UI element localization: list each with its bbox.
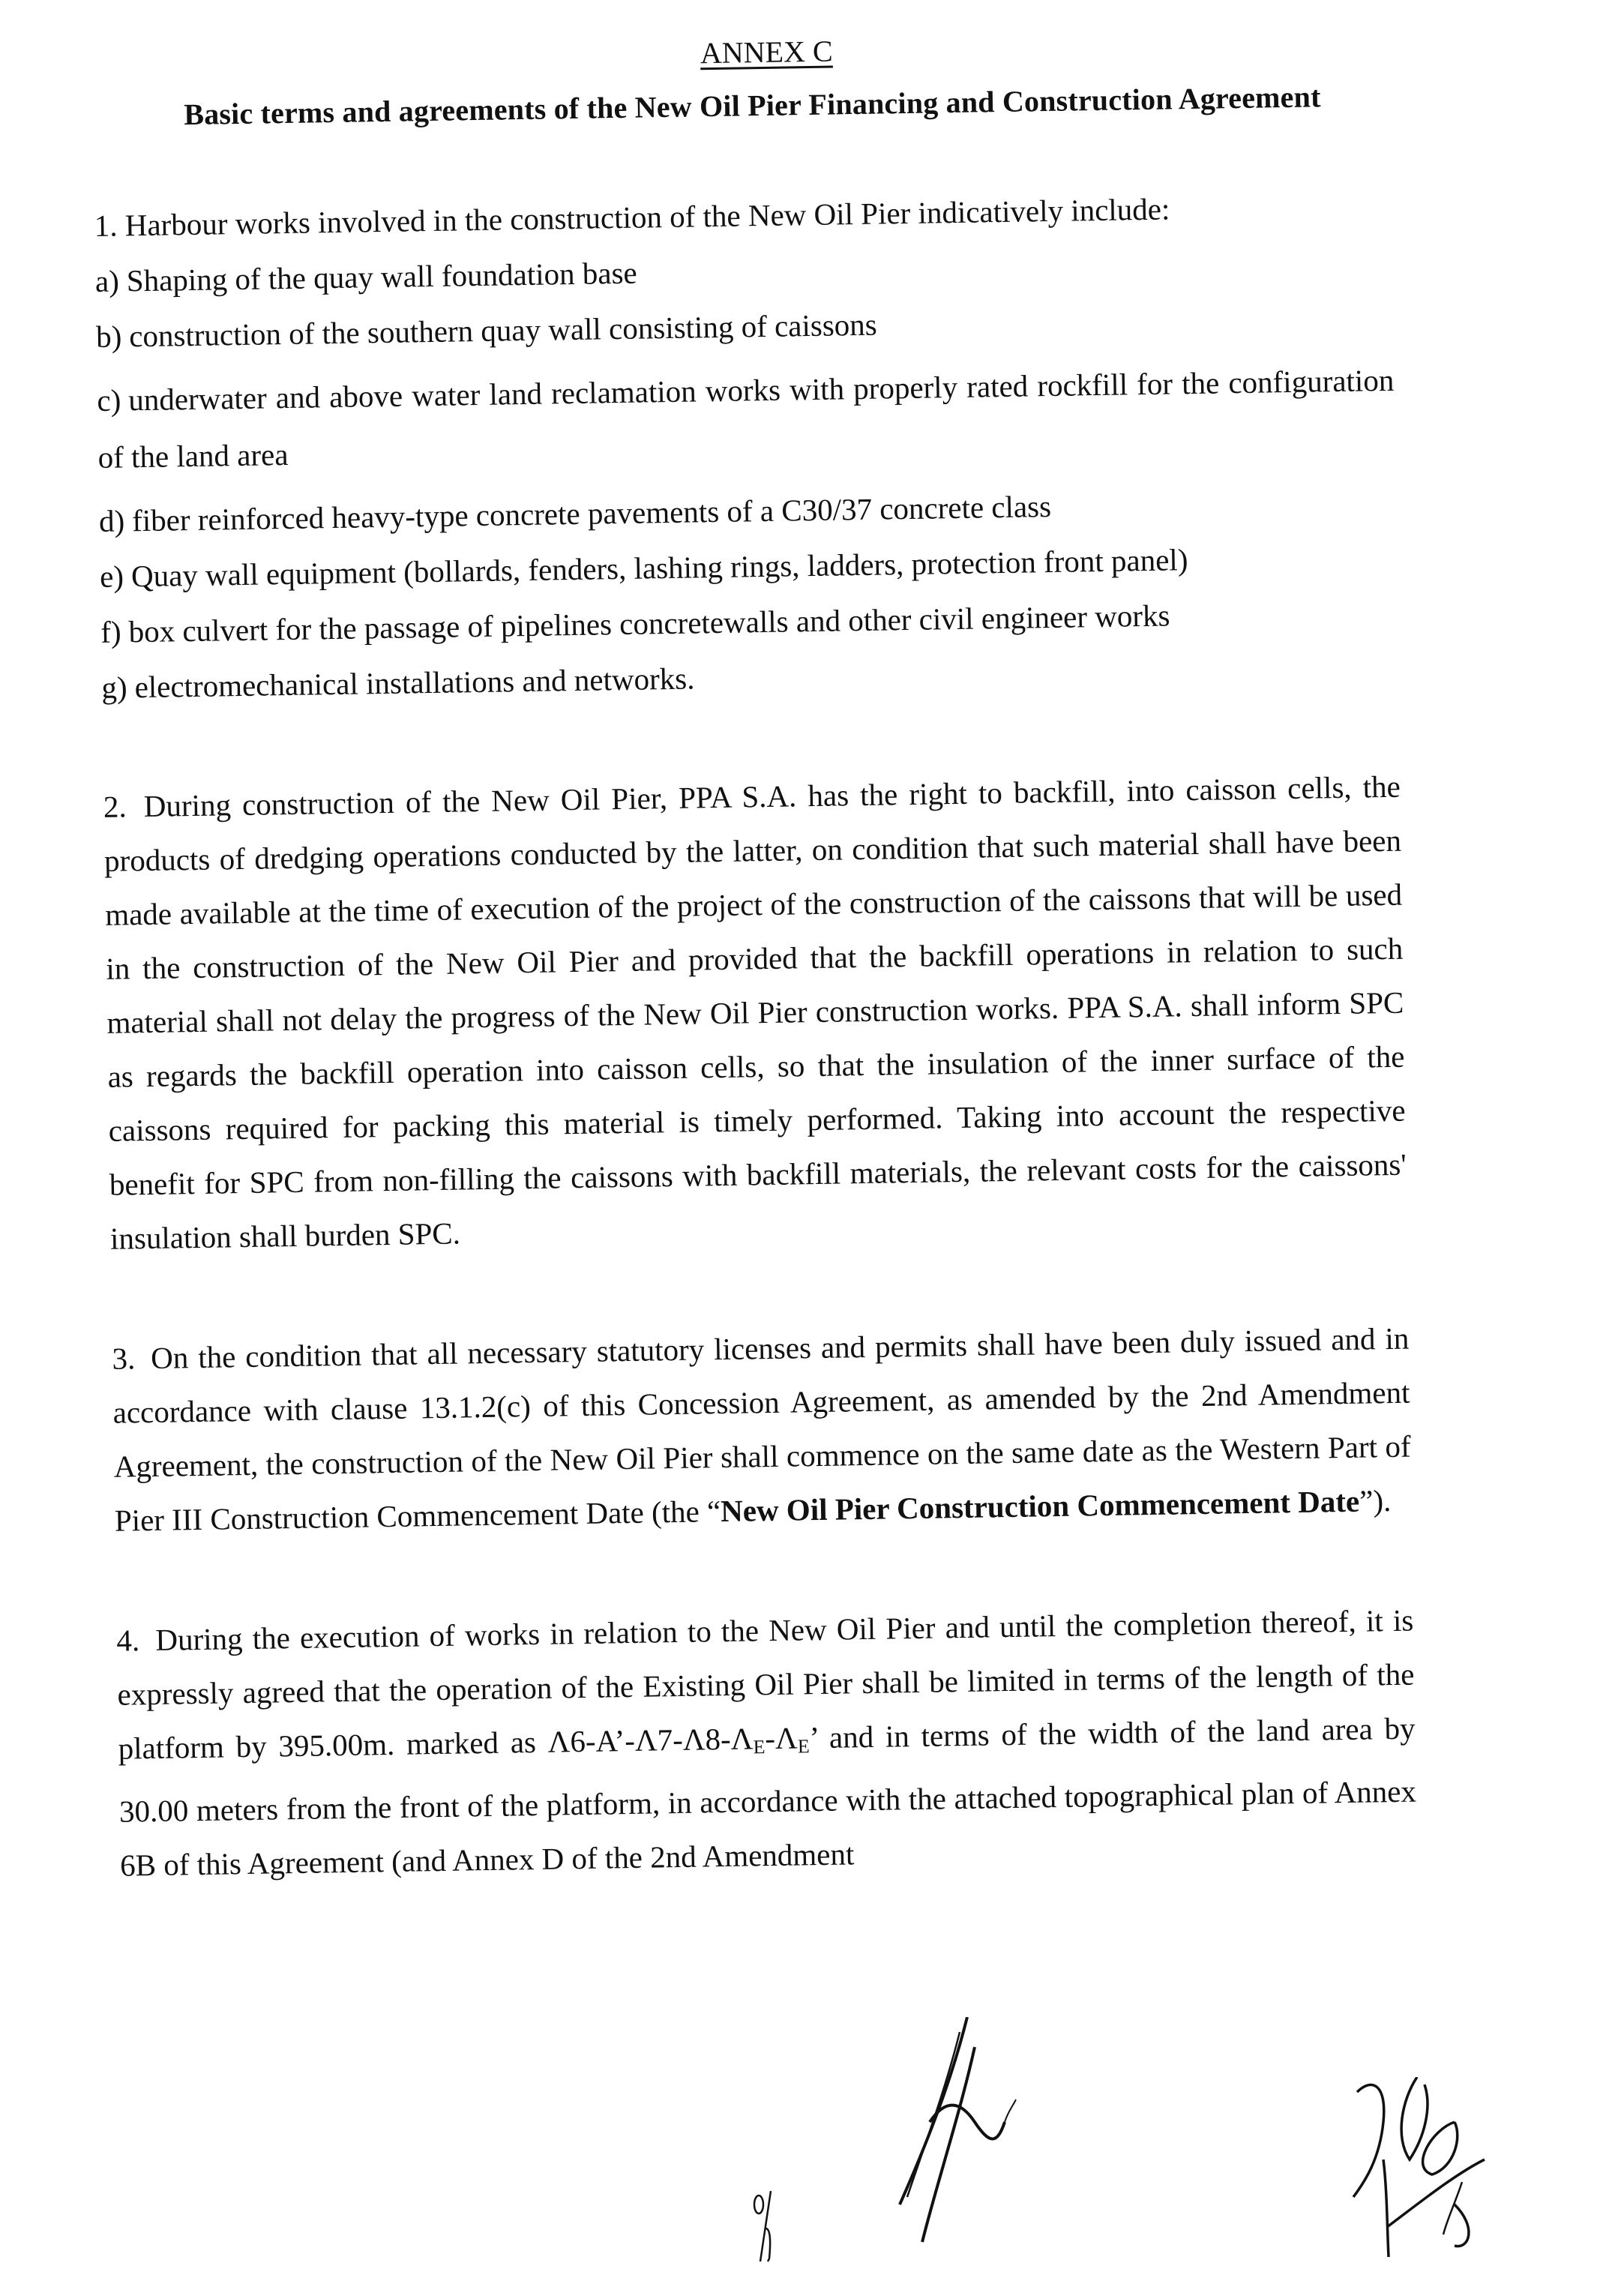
list-item-text: Shaping of the quay wall foundation base [126, 255, 637, 298]
harbour-works-list [95, 241, 1399, 708]
subscript: E [797, 1735, 810, 1758]
section-3-text: On the condition that all necessary statutory licenses and permits shall have been duly issued and in accordance with clause 13.1.2(c) of this Concession Agreement, as amended by the 2nd Amendment Agreement, the construction of the New Oil Pier shall commence on the same date as the Western Part of Pier III Construction Commencement Date (the “ [112, 1320, 1411, 1538]
list-item [97, 352, 1395, 486]
list-item [100, 592, 1398, 652]
list-marker: g) [101, 670, 127, 705]
section-2-number: 2. [103, 789, 127, 824]
section-4-text-cont: ’ and in terms of the width of the land area by 30.00 meters from the front of the platform, in accordance with the attached topographical plan of Annex 6B of this Agreement (and Annex D of the 2nd Amendment [118, 1710, 1417, 1883]
list-marker: a) [94, 263, 120, 298]
document-subtitle: Basic terms and agreements of the New Oil Pier Financing and Construction Agreement [183, 79, 1321, 132]
list-marker: e) [99, 559, 124, 594]
section-4-paragraph [116, 1593, 1418, 1893]
list-marker: c) [97, 382, 121, 418]
list-item-text: underwater and above water land reclamation works with properly rated rockfill for the configuration of the land area [97, 362, 1395, 475]
signature-2-icon [1350, 2077, 1500, 2257]
section-1-intro [94, 185, 1392, 246]
list-item [96, 296, 1394, 357]
annex-title: ANNEX C [700, 34, 833, 70]
section-4-text: During the execution of works in relation to the New Oil Pier and until the completion thereof, it is expressly agreed that the operation of the Existing Oil Pier shall be limited in terms of the length of the platform by 395.00m. marked as Λ6-Α’-Λ7-Λ8-Λ [117, 1602, 1415, 1766]
defined-term: New Oil Pier Construction Commencement Date [720, 1483, 1360, 1529]
section-1-intro-text: Harbour works involved in the construction of the New Oil Pier indicatively include: [124, 191, 1170, 243]
list-marker: f) [100, 614, 121, 649]
list-item [99, 481, 1397, 541]
list-item [101, 647, 1399, 708]
section-4-number: 4. [116, 1623, 140, 1658]
section-1-number: 1. [94, 208, 118, 243]
list-marker: b) [95, 319, 122, 354]
list-marker: d) [98, 503, 125, 538]
page-mark [750, 2190, 795, 2265]
list-item-text: construction of the southern quay wall consisting of caissons [128, 307, 877, 354]
list-item-text: box culvert for the passage of pipelines concretewalls and other civil engineer works [128, 598, 1170, 649]
list-item [95, 241, 1393, 301]
document-body [91, 25, 1419, 1959]
list-item-text: Quay wall equipment (bollards, fenders, lashing rings, ladders, protection front panel) [130, 542, 1188, 594]
list-item-text: fiber reinforced heavy-type concrete pavements of a C30/37 concrete class [131, 488, 1052, 538]
list-item-text: electromechanical installations and networks. [134, 661, 695, 705]
section-2-text: During construction of the New Oil Pier, PPA S.A. has the right to backfill, into caisson cells, the products of dredging operations conducted by the latter, on condition that such material shall have been made available at the time of execution of the project of the construction of the caissons that will be used in the construction of the New Oil Pier and provided that the backfill operations in relation to such material shall not delay the progress of the New Oil Pier construction works. PPA S.A. shall inform SPC as regards the backfill operation into caisson cells, so that the insulation of the inner surface of the caissons required for packing this material is timely performed. Taking into account the respective benefit for SPC from non-filling the caissons with backfill materials, the relevant costs for the caissons' insulation shall burden SPC. [103, 769, 1407, 1256]
section-4-text-mid: -Λ [764, 1720, 799, 1756]
section-3-text-end: ”). [1359, 1483, 1392, 1518]
list-item [100, 536, 1398, 597]
subscript: E [753, 1736, 766, 1758]
section-3-number: 3. [112, 1341, 136, 1376]
section-3-paragraph [112, 1311, 1412, 1548]
section-2-paragraph [103, 760, 1407, 1266]
signature-1-icon [855, 2017, 1027, 2250]
